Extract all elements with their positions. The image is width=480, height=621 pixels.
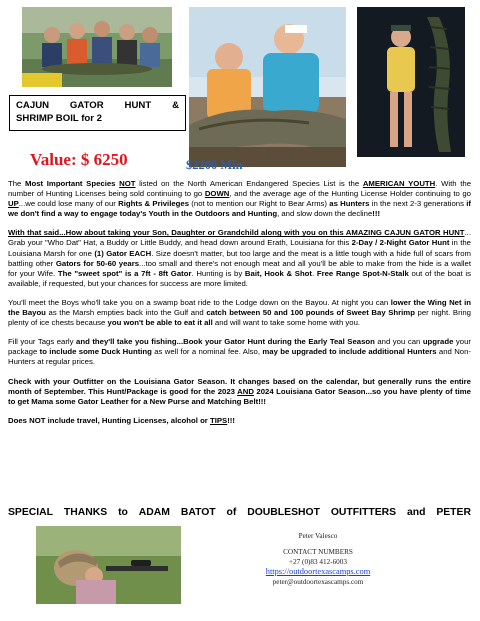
thanks-word: of <box>226 507 237 518</box>
contact-name: Peter Valesco <box>298 532 338 540</box>
hunters-with-alligator-photo <box>189 7 346 167</box>
website-link[interactable]: https://outdoortexascamps.com <box>265 567 371 576</box>
paragraph-upgrades: Fill your Tags early and they'll take you fishing...Book your Gator Hunt during the Early Teal Season and you can upgrade your package to include some Duck Hunting as well for a nominal fee. Also, may be upgraded to include additional Hunters and Non-Hunters at regular prices. <box>8 337 471 367</box>
thanks-word: BATOT <box>180 507 216 518</box>
thanks-word: ADAM <box>138 507 170 518</box>
title-word: HUNT <box>124 100 152 111</box>
group-of-kids-with-gator-photo <box>22 7 172 87</box>
paragraph-hunt-details: With that said...How about taking your Son, Daughter or Grandchild along with you on this AMAZING CAJUN GATOR HUNT... Grab your "Who Dat" Hat, a Buddy or Little Buddy, and head down around Erath, Louisiana for this 2-Day / 2-Night Gator Hunt in the Louisiana Marsh for one (1) Gator EACH. Size doesn't matter, but too large and the meat is a little tough with a hide full of scars from battling other Gators for 50-60 years...too small and there's not enough meat and all you'll be able to make from the hide is a wallet for your Wife. The "sweet spot" is a 7ft - 8ft Gator. Hunting is by Bait, Hook & Shot. Free Range Spot-N-Stalk out of the boat is available, if requested, but your chances for success are more limited. <box>8 228 472 288</box>
special-thanks-line <box>8 507 471 518</box>
package-value: Value: $ 6250 <box>30 150 128 169</box>
paragraph-youth: The Most Important Species NOT listed on the North American Endangered Species List is the AMERICAN YOUTH. With the number of Hunting Licenses being sold continuing to go DOWN, and the average age of the Hunting License Holder continuing to go UP...we could lose many of our Rights & Privileges (not to mention our Right to Bear Arms) as Hunters in the next 2-3 generations if we don't find a way to engage today's Youth in the Outdoors and Hunting, and slow down the decline!!! <box>8 179 472 219</box>
thanks-word: to <box>118 507 128 518</box>
contact-email[interactable]: peter@outdoortexascamps.com <box>272 578 364 586</box>
package-description <box>8 179 471 434</box>
thanks-word: PETER <box>436 507 471 518</box>
title-word: GATOR <box>69 100 104 111</box>
thanks-word: SPECIAL <box>8 507 54 518</box>
title-word: & <box>172 100 179 111</box>
contact-block <box>243 531 393 587</box>
paragraph-season: Check with your Outfitter on the Louisiana Gator Season. It changes based on the calendar, but generally runs the entire month of September. This Hunt/Package is good for the 2023 AND 2024 Louisiana Gator Season...so you have plenty of time to get Mama some Gator Leather for a New Purse and Matching Belt!!! <box>8 376 471 406</box>
youth-hunter-aiming-rifle-photo <box>36 526 181 604</box>
thanks-word: and <box>406 507 426 518</box>
package-title-line1 <box>16 99 179 112</box>
package-title-line2: SHRIMP BOIL for 2 <box>16 113 103 124</box>
girl-with-hanging-gator-photo <box>357 7 465 157</box>
thanks-word: OUTFITTERS <box>330 507 397 518</box>
paragraph-exclusions: Does NOT include travel, Hunting Licenses, alcohol or TIPS!!! <box>8 415 235 425</box>
package-title-box <box>9 95 186 131</box>
title-word: CAJUN <box>16 100 50 111</box>
thanks-word: THANKS <box>63 507 108 518</box>
contact-phone: +27 (0)83 412-6003 <box>289 558 347 566</box>
paragraph-shrimp: You'll meet the Boys who'll take you on a swamp boat ride to the Lodge down on the Bayou. At night you can lower the Wing Net in the Bayou as the Marsh empties back into the Gulf and catch between 50 and 100 pounds of Sweet Bay Shrimp per night. Bring plenty of ice chests because you won't be able to eat it all and will want to take some home with you. <box>8 297 471 328</box>
contact-heading: CONTACT NUMBERS <box>283 548 353 556</box>
thanks-word: DOUBLESHOT <box>247 507 320 518</box>
package-min-bid: $2200 Min <box>186 158 243 172</box>
